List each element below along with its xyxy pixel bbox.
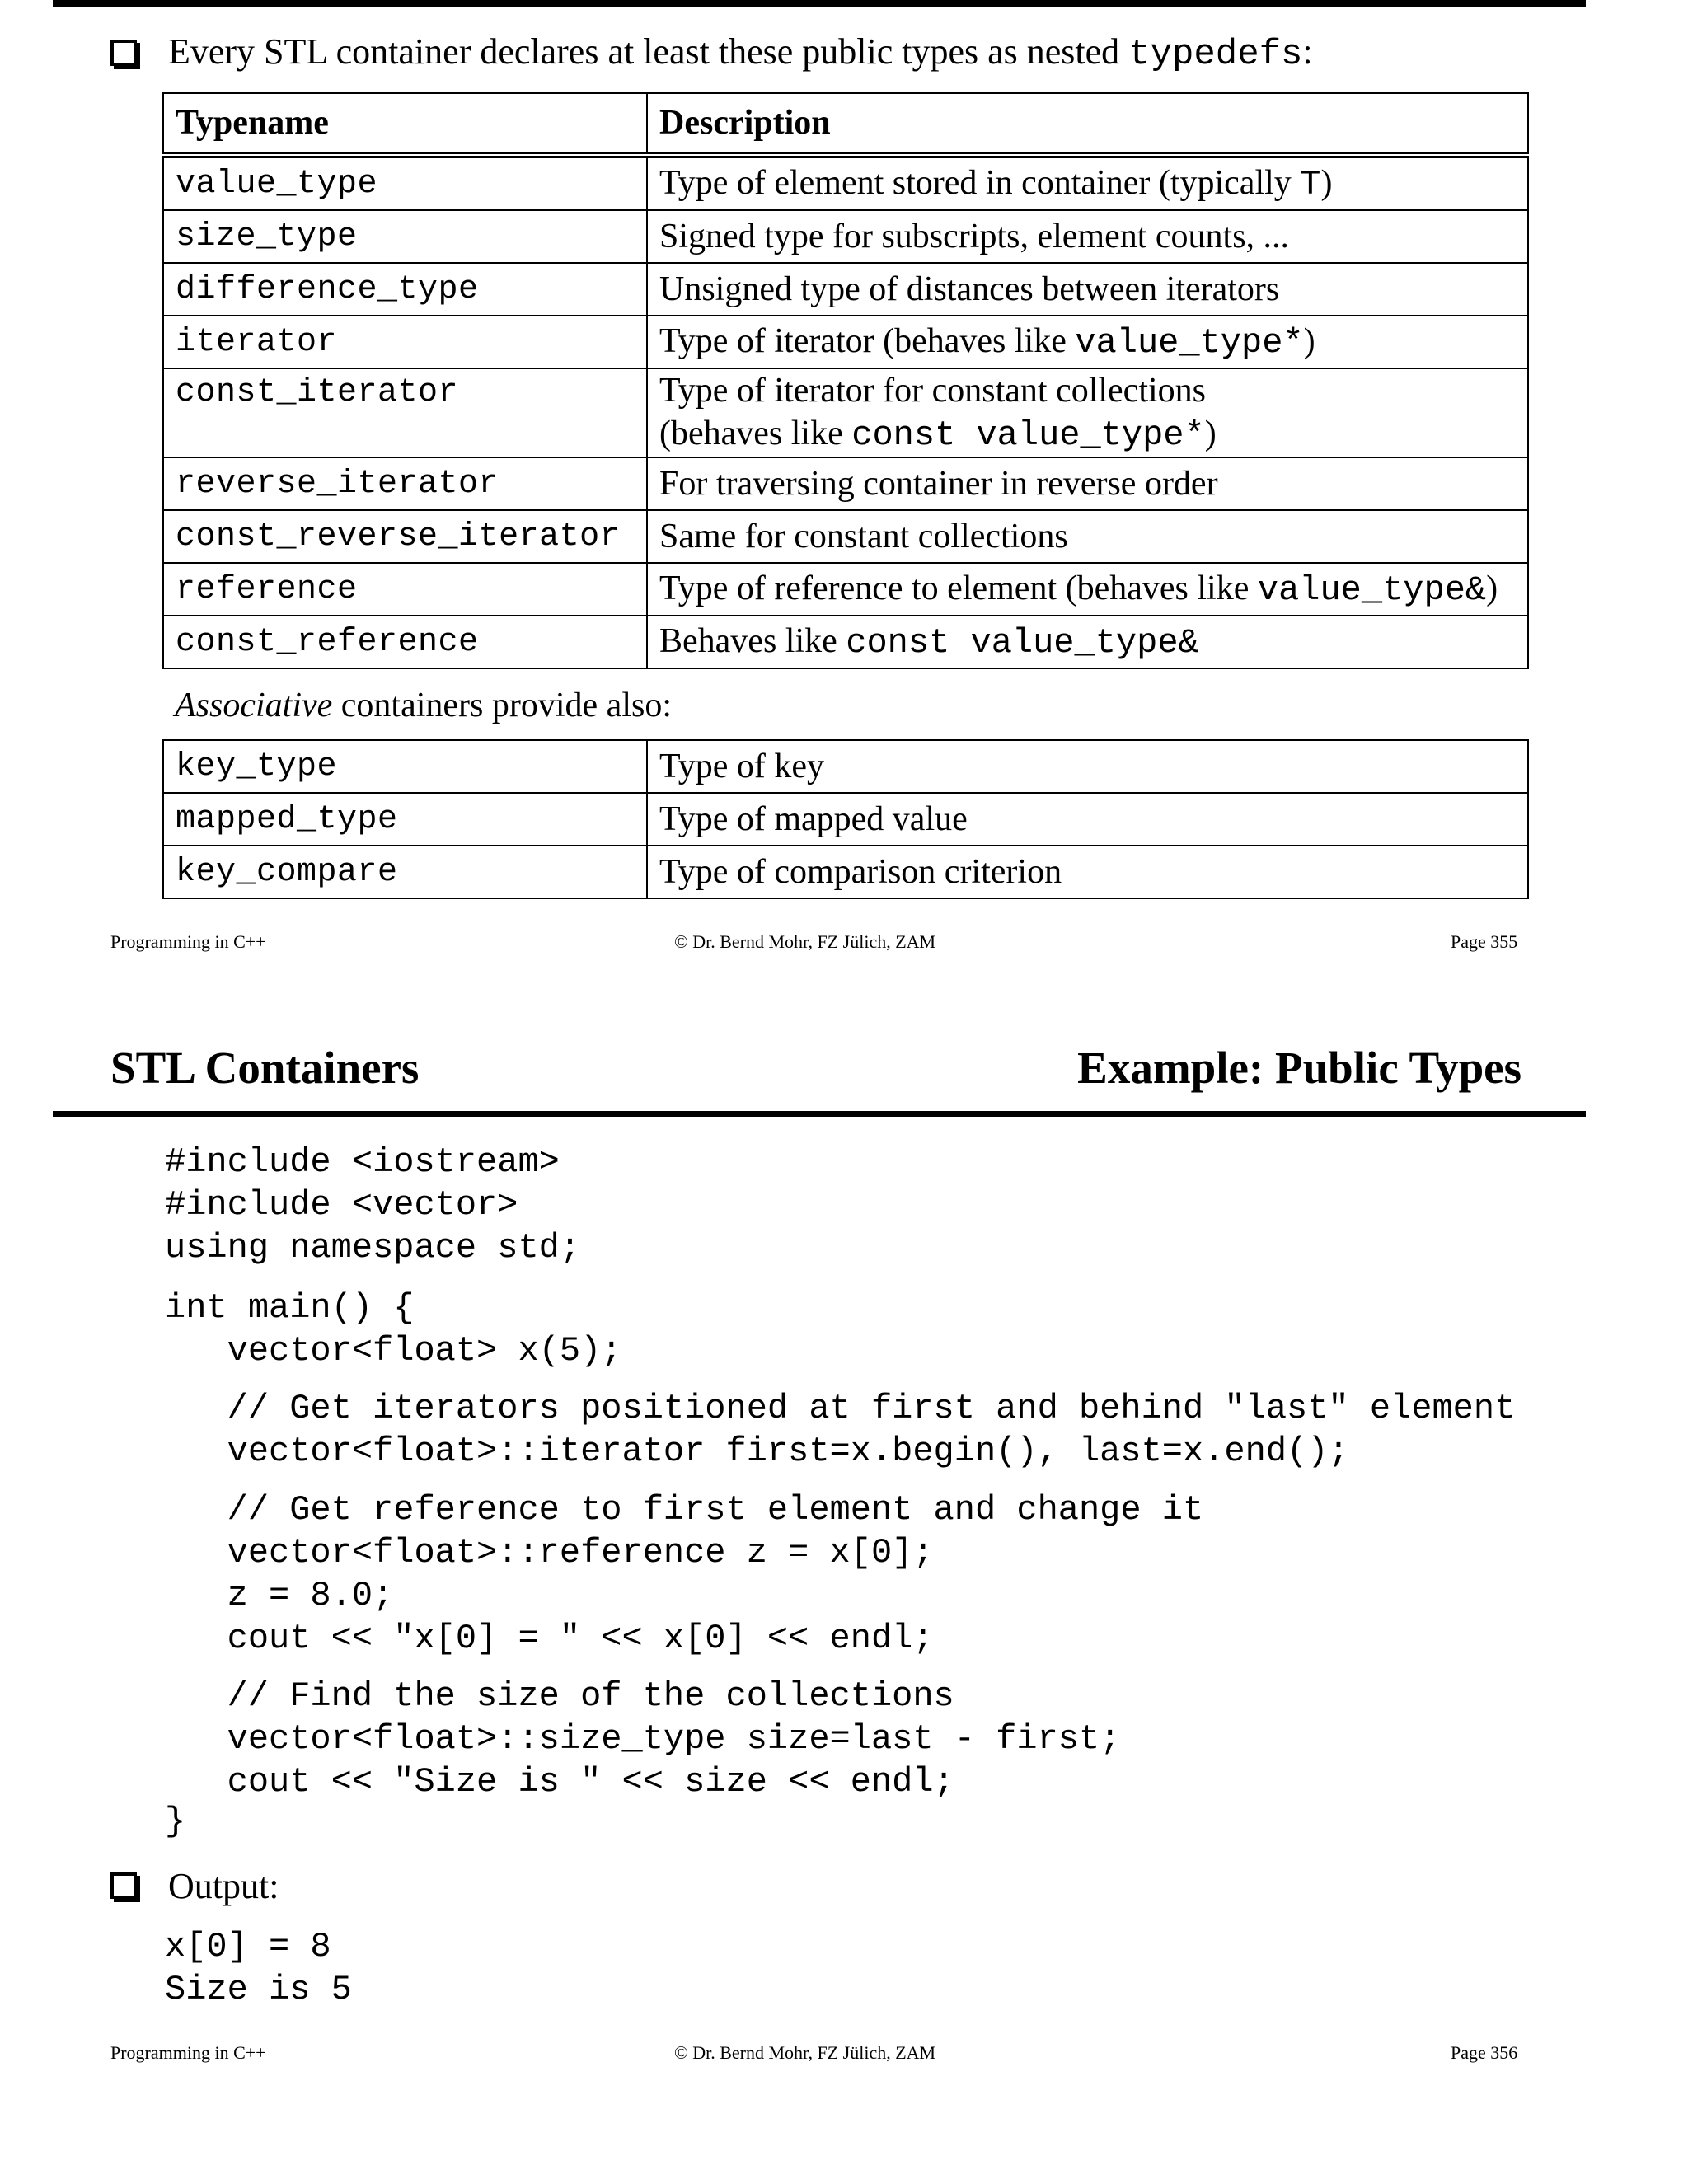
typename-cell: const_reverse_iterator	[163, 510, 647, 563]
description-cell: For traversing container in reverse order	[647, 457, 1528, 510]
table-row	[163, 316, 1528, 368]
associative-label: Associative containers provide also:	[175, 687, 672, 724]
output-bullet	[110, 1861, 279, 1910]
description-cell: Unsigned type of distances between iterators	[647, 263, 1528, 316]
code-block-iterators	[165, 1387, 1515, 1473]
code-block-closing	[165, 1800, 185, 1843]
code-line: vector<float> x(5);	[165, 1331, 622, 1371]
public-types-table	[162, 92, 1529, 669]
description-cell: Signed type for subscripts, element counts, ...	[647, 210, 1528, 263]
table-row	[163, 740, 1528, 793]
typename-cell: reverse_iterator	[163, 457, 647, 510]
code-line: cout << "x[0] = " << x[0] << endl;	[165, 1619, 934, 1658]
code-line: #include <iostream>	[165, 1142, 560, 1182]
associative-types-rows	[163, 740, 1528, 898]
intro-bullet	[110, 28, 1313, 77]
inline-code: value_type*	[1075, 323, 1304, 363]
inline-code: const value_type&	[846, 623, 1199, 663]
typename-cell: mapped_type	[163, 793, 647, 846]
description-cell: Type of element stored in container (typically T)	[647, 155, 1528, 210]
program-output	[165, 1925, 352, 2011]
code-block-reference	[165, 1488, 1203, 1660]
code-line: vector<float>::iterator first=x.begin(), last=x.end();	[165, 1432, 1349, 1471]
code-block-main	[165, 1286, 622, 1372]
description-cell: Type of reference to element (behaves like value_type&)	[647, 563, 1528, 616]
code-block-includes	[165, 1141, 580, 1269]
footer-copyright: © Dr. Bernd Mohr, FZ Jülich, ZAM	[674, 2042, 936, 2063]
code-line: // Find the size of the collections	[165, 1676, 954, 1716]
table-row	[163, 155, 1528, 210]
table-row	[163, 846, 1528, 898]
typename-cell: key_type	[163, 740, 647, 793]
slide-title: STL Containers	[110, 1043, 420, 1093]
code-line: int main() {	[165, 1288, 415, 1328]
table-row	[163, 263, 1528, 316]
inline-code: value_type&	[1257, 570, 1487, 610]
checkbox-bullet-icon	[110, 40, 137, 66]
code-line: #include <vector>	[165, 1185, 518, 1225]
typename-cell: iterator	[163, 316, 647, 368]
footer-page-number: Page 355	[1451, 931, 1518, 952]
code-line: vector<float>::size_type size=last - first;	[165, 1719, 1121, 1759]
description-cell: Type of iterator (behaves like value_type*)	[647, 316, 1528, 368]
description-cell: Behaves like const value_type&	[647, 616, 1528, 668]
description-cell: Type of key	[647, 740, 1528, 793]
table-row	[163, 563, 1528, 616]
footer-copyright: © Dr. Bernd Mohr, FZ Jülich, ZAM	[674, 931, 936, 952]
output-line: Size is 5	[165, 1970, 352, 2009]
top-rule	[53, 0, 1586, 7]
table-row	[163, 457, 1528, 510]
typename-cell: difference_type	[163, 263, 647, 316]
intro-text: Every STL container declares at least these public types as nested typedefs:	[168, 31, 1313, 75]
table-row	[163, 210, 1528, 263]
footer-course: Programming in C++	[110, 2042, 266, 2063]
title-rule	[53, 1111, 1586, 1117]
code-line: z = 8.0;	[165, 1576, 394, 1615]
code-line: using namespace std;	[165, 1228, 581, 1268]
typename-cell: const_iterator	[163, 368, 647, 457]
description-cell: Type of iterator for constant collections (behaves like const value_type*)	[647, 368, 1528, 457]
output-label: Output:	[168, 1865, 279, 1906]
description-cell: Same for constant collections	[647, 510, 1528, 563]
table-row	[163, 616, 1528, 668]
inline-code: const value_type*	[851, 415, 1205, 455]
code-line: }	[165, 1802, 186, 1841]
typename-cell: key_compare	[163, 846, 647, 898]
footer-page-number: Page 356	[1451, 2042, 1518, 2063]
header-description: Description	[647, 93, 1528, 155]
table-row	[163, 368, 1528, 457]
footer-course: Programming in C++	[110, 931, 266, 952]
public-types-rows	[163, 155, 1528, 668]
inline-code: T	[1300, 165, 1321, 204]
description-cell: Type of mapped value	[647, 793, 1528, 846]
code-block-size	[165, 1675, 1120, 1803]
typename-cell: reference	[163, 563, 647, 616]
table-header-row	[163, 93, 1528, 155]
table-row	[163, 793, 1528, 846]
code-line: vector<float>::reference z = x[0];	[165, 1533, 934, 1572]
typename-cell: const_reference	[163, 616, 647, 668]
associative-types-table	[162, 739, 1529, 899]
table-row	[163, 510, 1528, 563]
description-cell: Type of comparison criterion	[647, 846, 1528, 898]
code-line: // Get iterators positioned at first and behind "last" element	[165, 1389, 1516, 1428]
typename-cell: value_type	[163, 155, 647, 210]
code-line: cout << "Size is " << size << endl;	[165, 1762, 954, 1802]
header-typename: Typename	[163, 93, 647, 155]
typename-cell: size_type	[163, 210, 647, 263]
checkbox-bullet-icon	[110, 1872, 137, 1899]
slide-subtitle: Example: Public Types	[1077, 1043, 1522, 1093]
output-line: x[0] = 8	[165, 1927, 331, 1966]
code-line: // Get reference to first element and change it	[165, 1490, 1204, 1530]
